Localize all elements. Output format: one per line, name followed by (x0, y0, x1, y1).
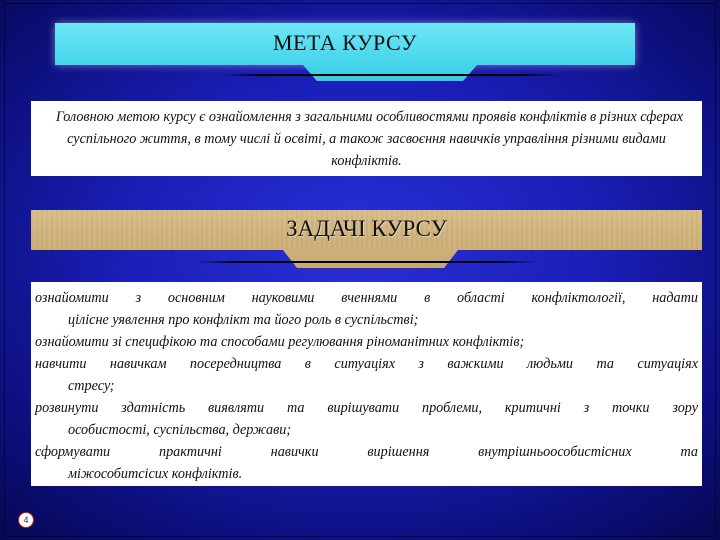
slide-title: МЕТА КУРСУ (272, 30, 417, 55)
tasks-title: ЗАДАЧІ КУРСУ (286, 216, 447, 241)
tasks-banner (31, 210, 702, 250)
tasks-underline (196, 261, 536, 263)
goal-box (31, 101, 702, 176)
title-banner (55, 23, 635, 65)
task-item: розвинути здатність виявляти та вирішувати проблеми, критичні з точки зору особистості, суспільства, держави; (35, 400, 698, 438)
task-item: ознайомити з основним науковими вченнями в області конфліктології, надати цілісне уявлення про конфлікт та його роль в суспільстві; (35, 290, 698, 328)
tasks-banner-tab (283, 250, 458, 268)
task-item: ознайомити зі специфікою та способами регулювання ріноманітних конфліктів; (35, 334, 525, 350)
tasks-box (31, 282, 702, 486)
title-underline (222, 74, 558, 76)
title-banner-tab (303, 65, 477, 81)
task-item: навчити навичкам посередництва в ситуаціях з важкими людьми та ситуаціях стресу; (35, 356, 698, 394)
task-item: сформувати практичні навички вирішення внутрішньоособистісних та міжособитсісих конфліктів. (35, 444, 698, 482)
goal-text: Головною метою курсу є ознайомлення з загальними особливостями проявів конфліктів в різних сферах суспільного життя, в тому числі й освіті, а також засвоєння навичків управління різними видами конфліктів. (55, 109, 684, 169)
page-number: 4 (18, 512, 34, 528)
